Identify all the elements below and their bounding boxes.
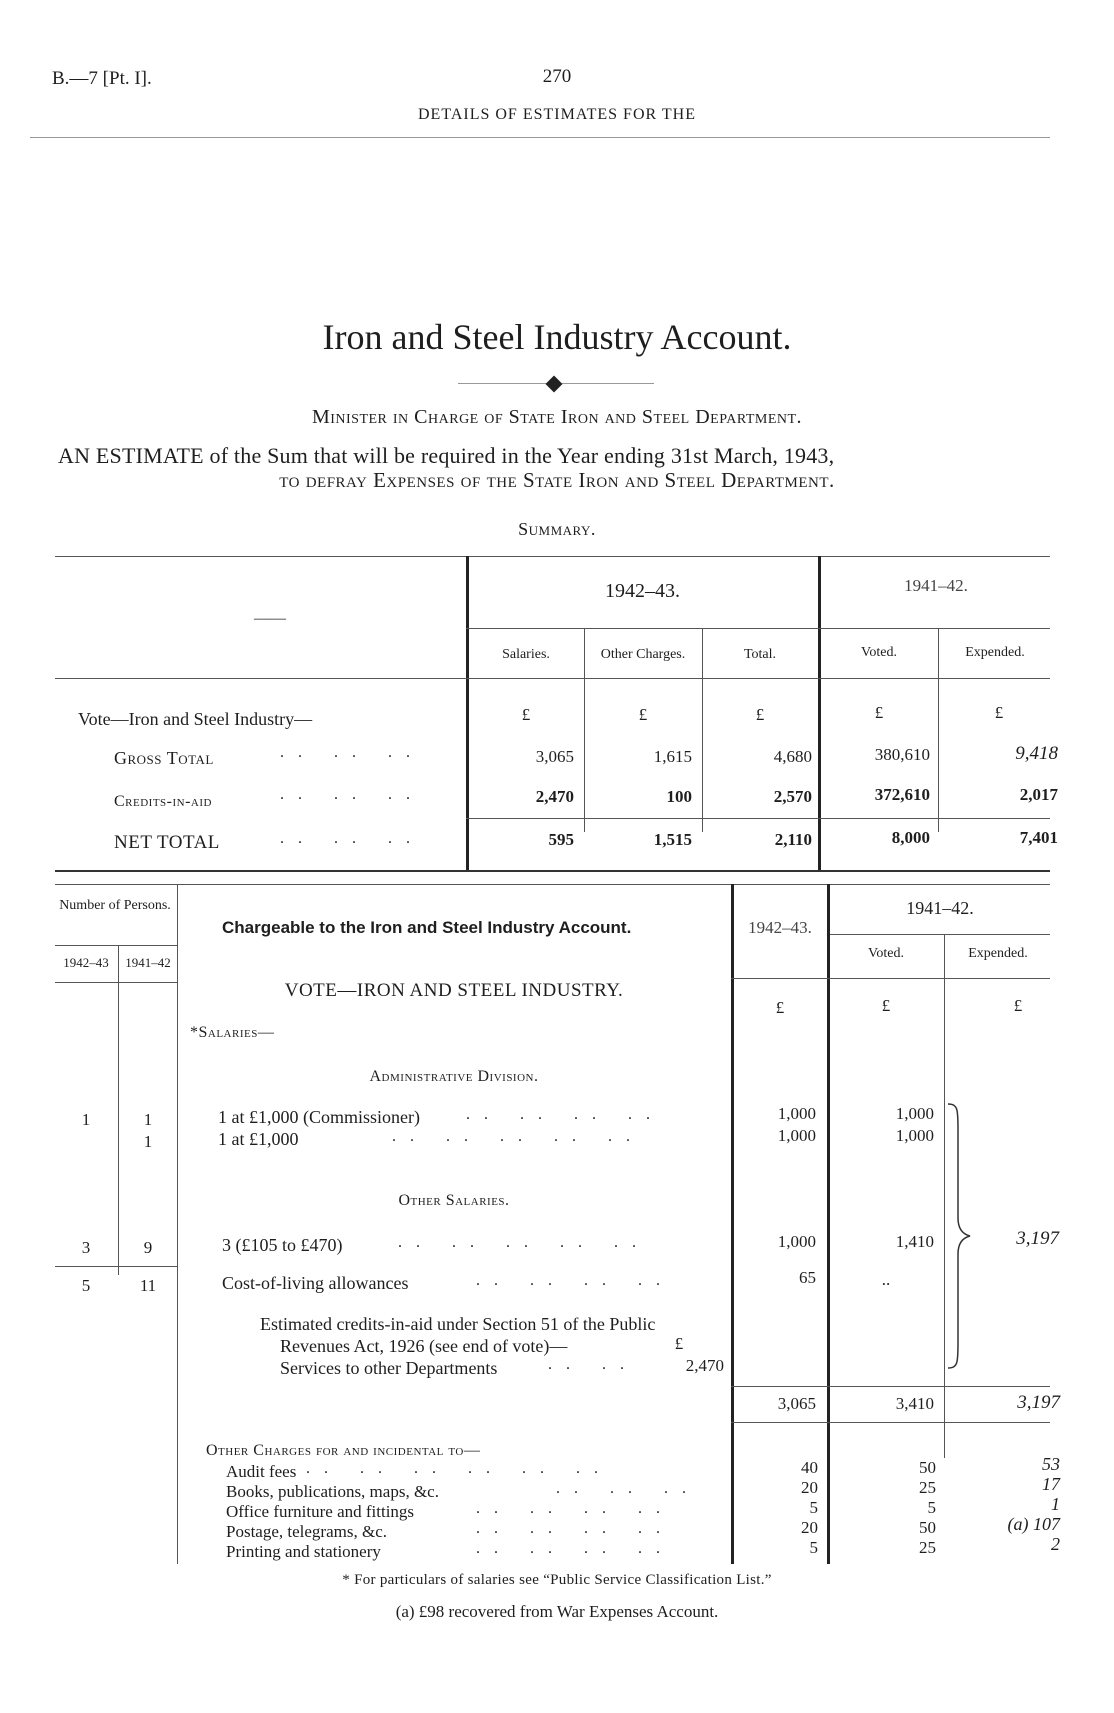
leader-dots: .. .. .. (556, 1480, 700, 1497)
subtotal-current: 3,065 (777, 1394, 816, 1413)
summary-left-rule (466, 556, 469, 870)
summary-year-previous: 1941–42. (904, 576, 968, 595)
summary-header-bottom-rule (55, 678, 1050, 679)
credits-note-line-3: Services to other Departments (280, 1358, 498, 1378)
leader-dots: .. .. .. (280, 830, 424, 847)
summary-net-rule (466, 818, 1050, 819)
leader-dots: .. .. .. .. (466, 1106, 664, 1123)
leader-dots: .. .. .. .. .. (392, 1128, 644, 1145)
summary-total-value: 4,680 (773, 747, 812, 766)
summary-salaries-value: 595 (548, 830, 574, 849)
charge-item-label: Audit fees (226, 1462, 297, 1481)
subtotal-expended: 3,197 (1017, 1392, 1060, 1413)
detail-year-current: 1942–43. (748, 918, 812, 937)
leader-dots: .. .. .. .. (476, 1540, 674, 1557)
summary-bottom-rule (55, 870, 1050, 872)
summary-salaries-value: 2,470 (535, 787, 574, 806)
charge-item-label: Postage, telegrams, &c. (226, 1522, 387, 1541)
detail-header-bottom-rule (731, 978, 1050, 979)
subtotal-top-rule (731, 1386, 1050, 1387)
detail-prev-rule (830, 934, 1050, 935)
salary-current-value: 1,000 (777, 1126, 816, 1145)
charge-current-value: 20 (801, 1478, 818, 1497)
currency-symbol: £ (521, 705, 531, 724)
persons-header-rule (55, 945, 177, 946)
persons-count: 1 (81, 1110, 91, 1129)
salary-voted-value: 1,000 (895, 1104, 934, 1123)
summary-col-total: Total. (743, 647, 777, 662)
other-salaries-heading: Other Salaries. (398, 1192, 510, 1209)
persons-right-rule (177, 884, 178, 1564)
charge-current-value: 20 (801, 1518, 818, 1537)
persons-count: 9 (143, 1238, 153, 1257)
detail-year-previous: 1941–42. (906, 898, 974, 918)
summary-subheader-rule (466, 628, 1050, 629)
charge-expended-value: 2 (1051, 1534, 1060, 1554)
charge-voted-value: 50 (919, 1458, 936, 1477)
summary-top-rule (55, 556, 1050, 557)
summary-expended-value: 9,418 (1015, 743, 1058, 764)
currency-symbol: £ (881, 996, 891, 1015)
summary-blank-dash: —— (254, 610, 286, 627)
leader-dots: .. .. .. (280, 744, 424, 761)
page-title: Iron and Steel Industry Account. (322, 317, 792, 357)
salary-item-label: 1 at £1,000 (218, 1129, 299, 1149)
persons-count: 5 (81, 1276, 91, 1295)
summary-heading: Summary. (518, 519, 596, 539)
charge-current-value: 5 (809, 1498, 818, 1517)
leader-dots: .. .. .. .. (476, 1520, 674, 1537)
currency-symbol: £ (638, 705, 648, 724)
minister-line: Minister in Charge of State Iron and Steel Department. (311, 406, 803, 428)
estimate-line-1: AN ESTIMATE of the Sum that will be required in the Year ending 31st March, 1943, (58, 443, 835, 468)
detail-expended-header: Expended. (968, 946, 1028, 961)
charge-voted-value: 50 (919, 1518, 936, 1537)
summary-other-value: 1,515 (653, 830, 692, 849)
summary-row-label: Gross Total (114, 748, 214, 768)
subtotal-bottom-rule (731, 1422, 1050, 1423)
summary-col-voted: Voted. (861, 645, 897, 660)
page-reference: B.—7 [Pt. I]. (52, 68, 152, 89)
salary-voted-value: 1,000 (895, 1126, 934, 1145)
header-rule (30, 137, 1050, 138)
summary-voted-value: 372,610 (874, 785, 930, 804)
charge-expended-value: 53 (1042, 1454, 1060, 1474)
persons-count: 11 (139, 1276, 157, 1295)
subtotal-voted: 3,410 (895, 1394, 934, 1413)
summary-other-value: 1,615 (653, 747, 692, 766)
salary-item-label: 1 at £1,000 (Commissioner) (218, 1107, 420, 1127)
summary-expended-value: 7,401 (1019, 828, 1058, 847)
charge-current-value: 40 (801, 1458, 818, 1477)
leader-dots: .. .. .. .. .. (398, 1234, 650, 1251)
charge-item-label: Printing and stationery (226, 1542, 381, 1561)
summary-col-rule-2 (702, 628, 703, 832)
footnote-a: (a) £98 recovered from War Expenses Account. (395, 1602, 719, 1621)
salary-current-value: 65 (799, 1268, 816, 1287)
charge-voted-value: 25 (919, 1538, 936, 1557)
salaries-heading: *Salaries— (190, 1024, 275, 1041)
bracketed-expended-value: 3,197 (1016, 1228, 1059, 1249)
charge-expended-value: 1 (1051, 1494, 1060, 1514)
credits-note-line-1: Estimated credits-in-aid under Section 51 of the Public (260, 1314, 656, 1334)
summary-row-label: Credits-in-aid (114, 793, 212, 810)
charge-current-value: 5 (809, 1538, 818, 1557)
leader-dots: .. .. .. .. (476, 1500, 674, 1517)
summary-mid-rule (818, 556, 821, 870)
summary-total-value: 2,110 (774, 830, 812, 849)
page-number: 270 (542, 66, 572, 87)
summary-other-value: 100 (666, 787, 692, 806)
summary-col-salaries: Salaries. (502, 647, 550, 662)
chargeable-heading: Chargeable to the Iron and Steel Industry Account. (222, 918, 632, 937)
summary-col-rule-1 (584, 628, 585, 832)
diamond-ornament-icon (546, 376, 563, 393)
admin-division-heading: Administrative Division. (369, 1068, 539, 1085)
summary-col-rule-3 (938, 628, 939, 832)
salary-current-value: 1,000 (777, 1232, 816, 1251)
estimate-line-2: to defray Expenses of the State Iron and Steel Department. (279, 468, 835, 492)
detail-voted-header: Voted. (868, 946, 904, 961)
summary-row-label: NET TOTAL (114, 832, 220, 853)
currency-symbol: £ (874, 703, 884, 722)
charge-voted-value: 5 (927, 1498, 936, 1517)
persons-count: 1 (143, 1132, 153, 1151)
running-title: DETAILS OF ESTIMATES FOR THE (418, 106, 696, 123)
charge-expended-value: (a) 107 (1007, 1514, 1060, 1534)
credits-amount: 2,470 (685, 1356, 724, 1375)
salary-voted-value: .. (881, 1270, 891, 1289)
vote-title: VOTE—IRON AND STEEL INDUSTRY. (284, 980, 624, 1001)
persons-count: 3 (81, 1238, 91, 1257)
summary-col-expended: Expended. (965, 645, 1025, 660)
leader-dots: .. .. .. (280, 786, 424, 803)
persons-subheader-rule (55, 982, 177, 983)
charge-expended-value: 17 (1042, 1474, 1060, 1494)
summary-vote-label: Vote—Iron and Steel Industry— (78, 709, 313, 729)
currency-symbol: £ (994, 703, 1004, 722)
summary-voted-value: 380,610 (874, 745, 930, 764)
charge-voted-value: 25 (919, 1478, 936, 1497)
salary-item-label: 3 (£105 to £470) (222, 1235, 343, 1255)
summary-voted-value: 8,000 (891, 828, 930, 847)
salary-item-label: Cost-of-living allowances (222, 1273, 409, 1293)
salary-current-value: 1,000 (777, 1104, 816, 1123)
summary-expended-value: 2,017 (1019, 785, 1058, 804)
persons-total-rule (55, 1266, 177, 1267)
leader-dots: .. .. .. .. (476, 1272, 674, 1289)
footnote-salaries: * For particulars of salaries see “Public Service Classification List.” (342, 1572, 772, 1588)
detail-top-rule (55, 884, 1050, 885)
salary-voted-value: 1,410 (895, 1232, 934, 1251)
summary-salaries-value: 3,065 (535, 747, 574, 766)
credits-currency: £ (674, 1334, 684, 1353)
currency-symbol: £ (755, 705, 765, 724)
currency-symbol: £ (1013, 996, 1023, 1015)
persons-header: Number of Persons. (59, 898, 171, 913)
leader-dots: .. .. (548, 1356, 638, 1373)
summary-col-other-charges: Other Charges. (600, 647, 686, 662)
charge-item-label: Office furniture and fittings (226, 1502, 415, 1521)
charge-item-label: Books, publications, maps, &c. (226, 1482, 439, 1501)
persons-count: 1 (143, 1110, 153, 1129)
credits-note-line-2: Revenues Act, 1926 (see end of vote)— (280, 1336, 568, 1356)
summary-total-value: 2,570 (773, 787, 812, 806)
persons-col-1941: 1941–42 (125, 955, 171, 970)
other-charges-heading: Other Charges for and incidental to— (206, 1442, 481, 1459)
persons-col-1942: 1942–43 (63, 955, 109, 970)
leader-dots: .. .. .. .. .. .. (306, 1460, 612, 1477)
summary-year-current: 1942–43. (605, 580, 680, 602)
currency-symbol: £ (775, 998, 785, 1017)
